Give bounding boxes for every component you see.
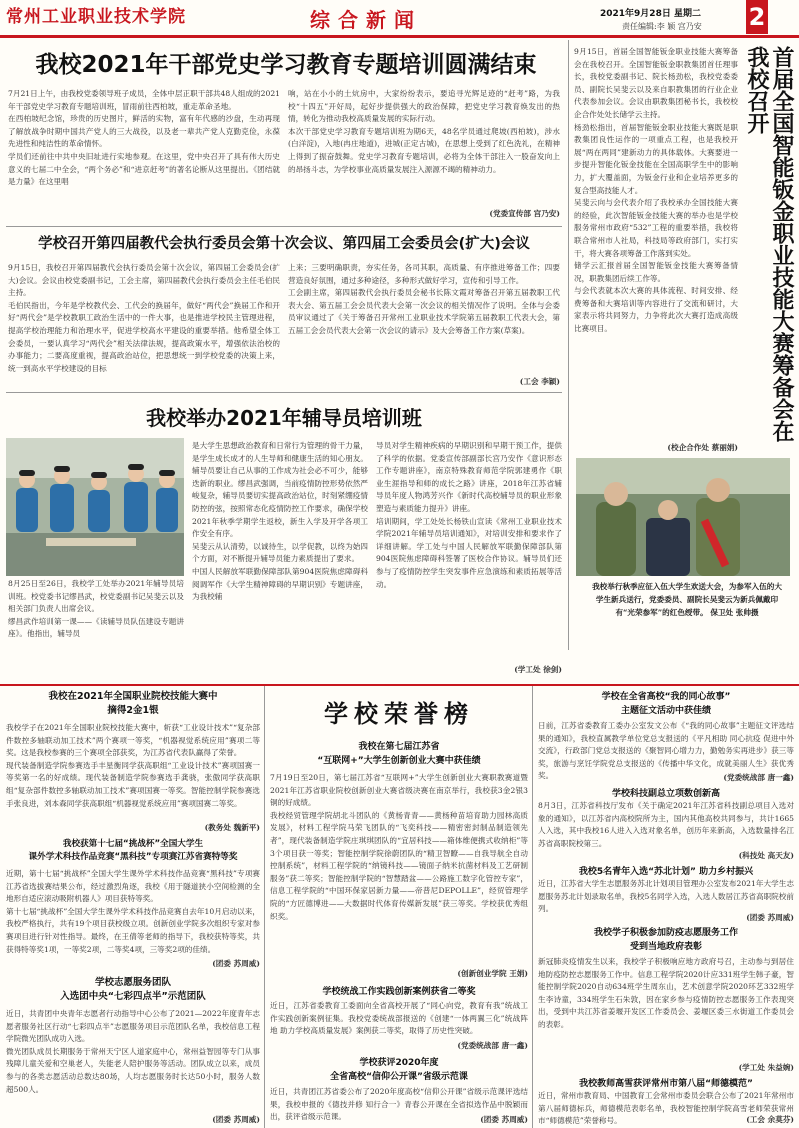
honors-r5-body: 近日，常州市教育局、中国教育工会常州市委员会联合公布了2021年常州市第八届师德标兵，师德模范表彰名单，我校智能控制学院高雪老师荣获常州市“师德模范”荣誉称号。: [538, 1091, 794, 1126]
sidebar-body: 9月15日，首届全国智能钣金职业技能大赛筹备会在我校召开。全国智能钣金职教集团首任理事长，我校党委副书记、院长杨劲松，我校党委委员、副院长吴斐云以及来自职教集团的行业企业代表参加会议。会议由职教集团秘书长，我校校企合作处处长储学云主持。 杨劲松指出，首届智能钣金职业技能大赛既是职教集团良性运作的一项重点工程，也是我校开展“两在两同”建新动力的具体载体。大赛要进一步提升智能化钣金技能在全国高职学生中的影响力，扩大覆盖面，为钣金行业和企业培养更多的复合型高技能人才。 吴斐云向与会代表介绍了我校承办全国技能大赛的经验，此次智能钣金技能大赛的举办也是学校服务常州市政府“532”工程的重要举措，我校将联合常州市人社局，科技局等政府部门，实打实干，将大赛各项筹备工作落到实处。 储学云汇报首届全国智能钣金技能大赛筹备情况，职教集团后续工作等。 与会代表就本次大赛的具体流程、时间安排、经费筹备和大赛培训等内容进行了交流和研讨，大家表示将共同努力，力争将此次大赛打造成高级比赛项目。: [574, 47, 738, 334]
honors-l2-source: (团委 苏周威): [212, 959, 260, 968]
column-divider: [568, 40, 569, 650]
honors-r1-source: (党委统战部 唐一鑫): [723, 773, 794, 782]
a3-col2: 是大学生思想政治教育和日常行为管理的骨干力量，是学生成长成才的人生导师和健康生活的知心朋友。辅导员要让自己从事的工作成为社会必不可少，能够迭新的职业。缪昌武强调，当前疫情防控形势依然严峻复杂，辅导员要切实提高政治站位，时刻紧绷疫情防控的弦，按照常态化疫情防控工作要求，确保学校2021年秋季学期学生返校，新生入学及开学各项工作安全有序。 吴斐云从认清势，以诚待生，以学促教，以终为始四个方面，对不断提升辅导员能力素质提出了要求。 中国人民解放军联勤保障部队第904医院焦虑障碍科阅调军作《大学生精神障碍的早期识别》专题讲座，为我校辅: [192, 441, 368, 602]
honors-r1-body: 日前，江苏省委教育工委办公室发文公布《“我的同心故事”主题征文评选结果的通知》，我校直属教学单位党总支报送的《平凡相助 同心抗疫 促进中外交流》，行政部门党总支报送的《聚智同心增力力，勤勉务实再进步》获三等奖，旅游与烹饪学院党总支报送的《传播中华文化，成就美丽人生》获优秀奖。: [538, 721, 794, 781]
honors-r3-body: 近日，江苏省大学生志愿服务苏北计划项目管理办公室发布2021年大学生志愿服务苏北计划录取名单，我校5名同学入选，入选人数居江苏省高职院校前列。: [538, 879, 794, 914]
honors-l3-headline: 学校志愿服务团队 入选团中央“七彩四点半”示范团队: [60, 977, 206, 1002]
photo-caption: 我校举行秋季应征入伍大学生欢送大会，为参军入伍的大学生新兵送行，党委委员、副院长吴斐云为新兵佩戴印有“光荣参军”的红色绶带。 保卫处 张帅摄: [592, 582, 782, 617]
sidebar-source: (校企合作处 蔡丽娟): [667, 443, 738, 452]
honors-l2-body: 近期，第十七届“挑战杯”全国大学生课外学术科技作品竞赛“黑科技”专项赛江苏省选拔赛结果公布，经过激烈角逐，我校《用于隧道狭小空间检测的全地形自适应滚动吸附机器人》项目获特等奖。 第十七届“挑战杯”全国大学生课外学术科技作品竞赛自去年10月启动以来，我校严格执行，共有19个项目获校级立项。创新创业学院多次组织专家对参赛项目进行针对性指导。最终，在王倩等老师的指导下，我校获特等奖，共获得特等奖1项，一等奖2项，二等奖4项，三等奖2项的佳绩。: [6, 869, 260, 954]
honors-m1-body: 7月19日至20日，第七届江苏省“互联网+”大学生创新创业大赛职教赛道暨2021年江苏省职业院校创新创业大赛省级决赛在南京举行，我校获3金2银3铜的好成绩。 我校经贸管理学院胡北斗团队的《黄杨青青——黄杨种苗培育助力园林高质发展》，材料工程学院马荣飞团队的“飞奕科技——精密密封制品制造领先者”，现代装备制造学院庄琪琪团队的“宜居科技——箱体维便携式收纳柜”等3个项目获一等奖；智能控制学院徐蔚团队的“精卫智瞭——自我导航全自动控制系统”，材料工程学院的“纳镜科技——镜面子纳米抗菌材料及工艺研制服务”获二等奖；智能控制学院的“智慧踏盆——公路施工数字化管控专家”，信息工程学院的“中国环保家居新力量——帝普尼DEPOLLE”，经贸管理学院的“方匠德博进——大数据时代体育传媒新发展”获三等奖。学校获优秀组织奖。: [270, 773, 528, 921]
honors-title: 学校荣誉榜: [324, 700, 474, 728]
counselor-training-photo: [6, 438, 184, 576]
section-title: 综合新闻: [310, 8, 422, 32]
honors-r5-headline: 我校教师高雪获评常州市第八届“师德模范”: [579, 1079, 753, 1089]
page-number: 2: [746, 0, 768, 34]
a1-col2: 响，站在小小的土炕房中，大家纷纷表示，要追寻光辉足迹的“赶考”路，为我校“十四五”开好局，起好步提供强大的政治保障，把党史学习教育焕发出的热情，转化为推动我校高质量发展的实际行动。 本次干部党史学习教育专题培训班为期6天，48名学员通过爬坡(西柏坡)，涉水(白洋淀)，入地(冉庄地道)，进城(正定古城)，在思想上受到了红色洗礼，在精神上得到了振奋鼓舞。党史学习教育专题培训，必将为全体干部注入一股奋发向上的昂扬斗志，为学校事业高质量发展注入源源不竭的精神动力。: [288, 89, 560, 174]
issue-date: 2021年9月28日 星期二: [600, 9, 701, 19]
a2-col1: 9月15日，我校召开第四届教代会执行委员会第十次会议，第四届工会委员会(扩大)会议。会议由校党委副书记，工会主席，第四届教代会执行委员会主任毛伯民主持。 毛伯民指出，今年是学校教代会、工代会的换届年，做好“两代会”换届工作和开好“两代会”是学校教职工政治生活中的一件大事，也是推进学校民主管理进程，提高学校治理能力和治理水平，促进学校高水平建设的重要举措。他希望全体工会委员，一要认真学习“两代会”相关法律法规，提高政策水平，增强依法治校的办事能力；二要高度重视，提高政治站位，把思想统一到学校党委的决策上来，统一到高水平学校建设的目标: [8, 263, 280, 373]
divider: [6, 226, 562, 227]
a3-col1: 8月25日至26日，我校学工处举办2021年辅导员培训班。校党委书记缪昌武，校党委副书记吴斐云以及相关部门负责人出席会议。 缪昌武作培训第一课——《读辅导员队伍建设专题讲座》。他指出，辅导员: [8, 579, 184, 639]
honors-m3-source: (团委 苏周威): [480, 1115, 528, 1124]
honors-m2-source: (党委统战部 唐一鑫): [457, 1041, 528, 1050]
a2-source: (工会 李颖): [519, 377, 560, 386]
honors-l2-headline: 我校获第十七届“挑战杯”全国大学生 课外学术科技作品竞赛“黑科技”专项赛江苏省赛特等奖: [28, 839, 238, 862]
editors: 责任编辑:李 颖 宫乃安: [622, 22, 702, 31]
masthead-rule: [0, 35, 799, 38]
honors-m3-headline: 学校获评2020年度 全省高校“信仰公开课”省级示范课: [330, 1058, 468, 1082]
honors-m2-headline: 学校统战工作实践创新案例获省二等奖: [322, 987, 476, 997]
column-divider: [532, 686, 533, 1128]
masthead-paper-name: 常州工业职业技术学院: [6, 7, 186, 27]
a2-headline: 学校召开第四届教代会执行委员会第十次会议、第四届工会委员会(扩大)会议: [38, 236, 530, 252]
a1-col1: 7月21日上午，由我校党委领导班子成员，全体中层正职干部共48人组成的2021年干部党史学习教育专题培训班，冒雨前往西柏坡，重走革命圣地。 在西柏坡纪念馆，珍贵的历史图片，鲜活的实物，富有年代感的沙盘，生动再现了解放战争时期中国共产党人的三大战役，以及老一辈共产党人克勤克俭，永葆先进性和纯洁性的革命情怀。 学员们还前往中共中央旧址进行实地参观。在这里，党中央召开了具有伟大历史意义的七届二中全会，“两个务必”和“进京赶考”的著名论断从这里提出。《团结就是力量》在这里唱: [8, 89, 280, 187]
honors-l1-headline: 我校在2021年全国职业院校技能大赛中 摘得2金1银: [48, 691, 218, 716]
honors-m1-headline: 我校在第七届江苏省 “互联网+”大学生创新创业大赛中获佳绩: [317, 742, 481, 766]
honors-l3-body: 近日，共青团中央青年志愿者行动指导中心公布了2021—2022年度青年志愿者服务社区行动“七彩四点半”志愿服务项目示范团队名单，我校信息工程学院微光团队成功入选。 微光团队成员长期服务于常州天宁区人道家庭中心，常州益智园等专门从事残障儿童关爱和空巢老人，失能老人陪护服务等活动。团队成立以来，成员参与的各类志愿活动总数达80场，人均志愿服务时长达50小时，服务人数超500人。: [6, 1009, 260, 1094]
a1-headline: 我校2021年干部党史学习教育专题培训圆满结束: [35, 52, 537, 78]
honors-l1-body: 我校学子在2021年全国职业院校技能大赛中，斩获“工业设计技术”“复杂部件数控多轴联动加工技术”两个赛项一等奖，“机器视觉系统应用”赛项二等奖。这是我校参赛的三个赛项全部获奖，为江苏省代表队赢得了荣誉。 现代装备制造学院参赛选手丰星衡同学获高职组“工业设计技术”赛项国赛一等奖第一名的好成绩。现代装备制造学院参赛选手龚骁，张傲同学获高职组“复杂部件数控多轴联动加工技术”赛项国赛一等奖。智能控制学院参赛选手张良进，刘本森同学获高职组“机器视觉系统应用”赛项国赛二等奖。: [6, 723, 260, 808]
a3-headline: 我校举办2021年辅导员培训班: [146, 406, 422, 430]
a1-source: (党委宣传部 宫乃安): [489, 209, 560, 218]
honors-m2-body: 近日，江苏省委教育工委面向全省高校开展了“同心向党，教育有我”统战工作实践创新案例征集。我校党委统战部报送的《创建“一体两翼三化”统战阵地 助力学校高质量发展》案例获二等奖，取得了历史性突破。: [270, 1001, 528, 1036]
honors-r4-body: 新冠肺炎疫情发生以来，我校学子积极响应地方政府号召，主动参与到居住地防疫防控志愿服务工作中。信息工程学院2020计应331班学生韩子豪，智能控制学院2020自动634班学生周东山，艺术创意学院2020环艺332班学生李诗童，334班学生石朱敦，因在家乡参与疫情防控志愿服务工作表现突出，受到中共江苏省姜堰开发区工作委员会、姜堰区委三水街道工作委员会的表彰。: [538, 957, 794, 1029]
honors-l1-source: (教务处 魏新平): [204, 823, 260, 832]
sidebar-vertical-headline: 首届全国智能钣金职业技能大赛筹备会在我校召开: [744, 46, 794, 442]
a3-source: (学工处 徐剑): [514, 665, 562, 674]
a2-col2: 上来；三要明确职责，夯实任务，各司其职，高质量、有序推进筹备工作；四要营造良好氛围，通过多种途径，多种形式做好学习，宣传和引导工作。 工会副主席，第四届教代会执行委员会秘书长陈文霞对筹备召开第五届教职工代表大会、第五届工会会员代表大会第一次会议的相关情况作了说明。全体与会委员审议通过了《关于筹备召开常州工业职业技术学院第五届教职工代表大会，第五届工会会员代表大会第一次会议的请示》及大会筹备工作方案(草案)。: [288, 263, 560, 335]
column-divider: [264, 686, 265, 1128]
a3-col3: 导员对学生精神疾病的早期识别和早期干预工作，提供了科学的依据。党委宣传部副部长宫乃安作《意识形态工作专题讲座》，南京特殊教育师范学院郭建勇作《职业生涯指导和师的成长之路》讲座，2018年江苏省辅导员年度人物鸿芳兴作《新时代高校辅导员的职业形象塑造与素质能力提升》讲座。 培训期间，学工处处长杨铁山宣读《常州工业职业技术学院2021年辅导员培训通知》，对培训安排和要求作了详细讲解。学工处与中国人民解放军联勤保障部队第904医院焦虑障碍科签署了医校合作协议。辅导员们还参与了疫情防控学生突发事件应急演练和素质拓展等活动。: [376, 441, 562, 589]
honors-r3-source: (团委 苏周威): [746, 913, 794, 922]
honors-m1-source: (创新创业学院 王娟): [457, 969, 528, 978]
honors-r2-headline: 学校科技副总立项数创新高: [611, 789, 720, 799]
divider: [6, 392, 562, 393]
honors-r2-source: (科技处 高天友): [738, 851, 794, 860]
honors-l3-source: (团委 苏周威): [212, 1115, 260, 1124]
honors-r4-source: (学工处 朱益婉): [738, 1063, 794, 1072]
enlistment-ceremony-photo: [576, 458, 790, 576]
honors-r1-headline: 学校在全省高校“我的同心故事” 主题征文活动中获佳绩: [601, 692, 731, 716]
honors-rule: [0, 684, 799, 686]
honors-r2-body: 8月3日，江苏省科技厅发布《关于确定2021年江苏省科技副总项目入选对象的通知》，以江苏省内高校院所为主，国内其他高校共同参与，共计1665人入选，其中我校16人进入入选对象名单，创历年来新高，入选数量排名江苏省高职院校第三。: [538, 801, 794, 848]
honors-r4-headline: 我校学子积极参加防疫志愿服务工作 受到当地政府表彰: [593, 928, 738, 952]
honors-m3-body: 近日，共青团江苏省委公布了2020年度高校“信仰公开课”省级示范课评选结果，我校申报的《德技并修 知行合一》青春公开课在全省拟选作品中脱颖而出，获评省级示范课。: [270, 1087, 528, 1122]
honors-r5-source: (工会 余莫芬): [746, 1115, 794, 1124]
honors-r3-headline: 我校5名青年入选“苏北计划” 助力乡村振兴: [578, 867, 754, 877]
